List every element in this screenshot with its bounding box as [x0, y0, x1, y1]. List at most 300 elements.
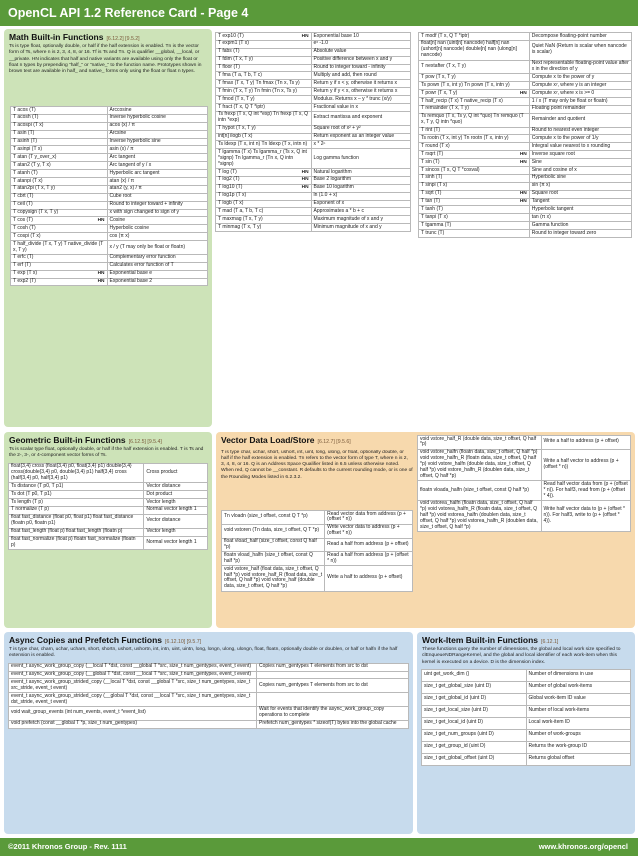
function-prototype: [419, 40, 530, 60]
hn-badge: HN: [519, 191, 527, 197]
function-signature: T half_divide (T x, T y) T native_divide (T x, T y): [13, 240, 104, 253]
hn-badge: HN: [519, 90, 527, 96]
table-row: [11, 193, 208, 201]
function-description: Exponential base 2: [107, 278, 207, 286]
function-signature: T cosh (T): [13, 224, 36, 231]
function-description: Vector length: [144, 499, 208, 507]
function-signature: T copysign (T x, T y): [13, 209, 59, 216]
table-row: [11, 138, 208, 146]
function-description: Write a half to address (p + offset): [325, 566, 413, 592]
function-signature: T atan2pi (T x, T y): [13, 185, 55, 192]
table-row: [9, 663, 409, 671]
function-prototype: [9, 499, 144, 507]
function-signature: float fast_distance (float p0, float p1) float fast_distance (floatn p0, floatn p1): [11, 514, 134, 527]
table-row: [216, 88, 411, 96]
function-prototype: [11, 278, 108, 286]
function-description: Next representable floating-point value after x in the direction of y: [529, 60, 631, 74]
function-prototype: [11, 122, 108, 130]
function-description: Natural logarithm: [311, 169, 410, 177]
function-description: Approximates a * b + c: [311, 208, 410, 216]
table-row: [419, 82, 632, 90]
function-signature: T acosh (T): [13, 114, 39, 121]
function-prototype: [222, 552, 325, 566]
vector-ref: [6.12.7] [9.5.6]: [317, 439, 351, 445]
function-prototype: [216, 133, 312, 141]
vector-right: [417, 435, 631, 626]
function-prototype: [422, 717, 527, 729]
table-row: [419, 182, 632, 190]
table-row: [422, 669, 631, 681]
table-row: [216, 208, 411, 216]
function-prototype: [419, 159, 530, 167]
function-description: Number of global work-items: [526, 681, 631, 693]
function-signature: Ts pown (T x, int y) Tn pown (T x, intn y): [421, 81, 510, 88]
table-row: [9, 483, 208, 491]
function-description: Exponential base 10: [311, 33, 410, 41]
table-row: [216, 48, 411, 56]
table-row: [419, 214, 632, 222]
function-signature: T atanh (T): [13, 169, 38, 176]
function-prototype: [216, 40, 312, 48]
function-description: Arcsine: [107, 130, 207, 138]
function-description: Cross product: [144, 463, 208, 483]
function-prototype: [11, 162, 108, 170]
function-signature: T minmag (T x, T y): [218, 223, 262, 230]
function-description: Arccosine: [107, 107, 207, 115]
hn-badge: HN: [519, 199, 527, 205]
function-signature: T log (T): [218, 168, 237, 175]
function-description: atan (x) / π: [107, 178, 207, 186]
table-row: [419, 174, 632, 182]
function-signature: float fast_normalize (float p) floatn fast_normalize (floatn p): [11, 536, 136, 548]
function-prototype: [216, 169, 312, 177]
hn-badge: HN: [97, 217, 105, 223]
table-row: [9, 506, 208, 514]
function-description: Return y if y < x, otherwise it returns x: [311, 88, 410, 96]
table-row: [422, 729, 631, 741]
workitem-intro: These functions query the number of dimensions, the global and local work size specified to clEnqueueNDRangeKernel, and the global and local identifier of each work-item when this kernel is executed on a device. D is the dimension index.: [422, 647, 621, 665]
workitem-table-wrap: [417, 669, 635, 766]
function-description: Round to nearest even integer: [529, 127, 631, 135]
function-signature: float{3,4} cross (float{3,4} p0, float{3,4} p1) double{3,4} cross(double{3,4} p0, double{3,4} p1) half{3,4} cross (half{3,4} p0, half{3,4} p1): [11, 463, 132, 481]
function-signature: T fma (T a, T b, T c): [218, 71, 262, 78]
table-row: [216, 133, 411, 141]
function-description: Read a half from address (p + (offset * n)): [325, 552, 413, 566]
table-row: [216, 176, 411, 184]
table-row: [9, 528, 208, 536]
function-signature: T cbrt (T): [13, 193, 34, 200]
table-row: [11, 154, 208, 162]
function-signature: Ts frexp (T x, Q int *exp) Tn frexp (T x, Q intn *exp): [218, 111, 309, 124]
table-row: [422, 705, 631, 717]
function-description: 1 / x (T may only be float or floatn): [529, 98, 631, 106]
function-description: Sine and cosine of x: [529, 167, 631, 175]
table-row: [216, 64, 411, 72]
function-signature: T erf (T): [13, 262, 31, 269]
function-signature: event_t async_work_group_copy (__local T *dst, const __global T *src, size_t num_gentypes, event_t event): [11, 663, 252, 670]
function-signature: T erfc (T): [13, 254, 34, 261]
table-row: [216, 200, 411, 208]
hn-badge: HN: [97, 279, 105, 285]
function-signature: event_t async_work_group_strided_copy (__local T *dst, const __global T *src, size_t num_gentypes, size_t src_stride, event_t event): [11, 678, 251, 691]
footer-copyright: ©2011 Khronos Group - Rev. 1111: [8, 842, 127, 851]
table-row: [418, 436, 631, 450]
function-description: Absolute value: [311, 48, 410, 56]
function-description: Hyperbolic cosine: [107, 225, 207, 233]
workitem-panel-title: [417, 632, 635, 646]
function-prototype: [11, 209, 108, 217]
function-description: Base 10 logarithm: [311, 184, 410, 192]
async-title-text: Async Copies and Prefetch Functions: [9, 635, 163, 645]
function-description: Inverse hyperbolic sine: [107, 138, 207, 146]
table-row: [11, 233, 208, 241]
function-description: Normal vector length 1: [144, 536, 208, 550]
page-footer: [0, 838, 638, 856]
hn-badge: HN: [301, 169, 309, 175]
table-row: [419, 74, 632, 82]
function-prototype: [9, 720, 257, 728]
function-signature: T fract (T x, Q T *iptr): [218, 103, 265, 110]
function-signature: T sinh (T): [421, 174, 443, 181]
function-prototype: [11, 241, 108, 255]
function-description: Modulus. Returns x – y * trunc (x/y): [311, 96, 410, 104]
table-row: [418, 449, 631, 480]
table-row: [11, 146, 208, 154]
async-table-wrap: [4, 663, 413, 729]
function-prototype: [418, 500, 542, 531]
function-description: Number of work-groups: [526, 729, 631, 741]
function-description: Copies num_gentypes T elements from src to dst: [257, 679, 409, 693]
table-row: [419, 90, 632, 98]
function-prototype: [418, 449, 542, 480]
function-prototype: [419, 174, 530, 182]
async-table: [8, 663, 409, 729]
math-col3: [418, 32, 632, 424]
function-prototype: [418, 436, 542, 450]
function-description: Floating point remainder: [529, 105, 631, 113]
function-prototype: [11, 154, 108, 162]
function-prototype: [11, 114, 108, 122]
function-prototype: [419, 182, 530, 190]
function-description: Read vector data from address (p + (offset * n)): [325, 511, 413, 525]
function-description: Remainder and quotient: [529, 113, 631, 127]
function-signature: void prefetch (const __global T *p, size_t num_gentypes): [11, 720, 138, 727]
table-row: [419, 159, 632, 167]
function-signature: float fast_length (float p) float fast_length (floatn p): [11, 528, 123, 535]
function-signature: T mad (T a, T b, T c): [218, 207, 264, 214]
function-prototype: [9, 679, 257, 693]
table-row: [216, 80, 411, 88]
function-description: Vector distance: [144, 514, 208, 528]
function-signature: T trunc (T): [421, 229, 445, 236]
function-signature: T fmax (T x, T y) Tn fmax (Tn x, Ts y): [218, 79, 300, 86]
function-prototype: [216, 64, 312, 72]
function-signature: float[n] nan (uint[n] nancode) half[n] nan (ushort[n] nancode) double[n] nan (ulong[n] nancode): [421, 40, 517, 59]
function-description: Cosine: [107, 217, 207, 225]
table-row: [216, 141, 411, 149]
vector-left: [221, 510, 413, 626]
function-signature: size_t get_local_id (uint D): [424, 719, 483, 726]
function-prototype: [11, 201, 108, 209]
function-signature: T atan2 (T y, T x): [13, 161, 51, 168]
function-signature: Ts length (T p): [11, 498, 43, 505]
function-signature: T rint (T): [421, 127, 441, 134]
table-row: [11, 270, 208, 278]
function-description: x / y (T may only be float or floatn): [107, 241, 207, 255]
function-signature: T expm1 (T x): [218, 40, 249, 47]
workitem-panel: [417, 632, 635, 834]
function-signature: T atan (T y_over_x): [13, 153, 57, 160]
function-signature: T asinpi (T x): [13, 145, 42, 152]
function-signature: size_t get_global_id (uint D): [424, 695, 486, 702]
function-prototype: [216, 125, 312, 133]
function-prototype: [222, 538, 325, 552]
table-row: [419, 135, 632, 143]
function-signature: T acos (T): [13, 106, 36, 113]
function-description: Arc tangent of y / x: [107, 162, 207, 170]
function-description: Gamma function: [529, 222, 631, 230]
function-signature: void vstorea_halfn (floatn data, size_t offset, Q half *p) void vstorea_halfn_R (floatn data, size_t offset, Q half *p) void vstorea_halfn (doublen data, size_t offset, Q half *p) void vstorea_halfn_R (doublen data, size_t offset, Q half *p): [420, 500, 538, 530]
function-prototype: [418, 481, 542, 501]
function-description: Return exponent as an integer value: [311, 133, 410, 141]
function-description: Returns global offset: [526, 753, 631, 765]
function-prototype: [9, 491, 144, 499]
function-signature: T powr (T x, T y): [421, 89, 458, 96]
function-prototype: [11, 270, 108, 278]
function-prototype: [11, 146, 108, 154]
function-prototype: [216, 80, 312, 88]
table-row: [9, 720, 409, 728]
function-description: Number of dimensions in use: [526, 669, 631, 681]
function-description: Number of local work-items: [526, 705, 631, 717]
function-signature: T exp2 (T): [13, 278, 36, 285]
function-description: Fractional value in x: [311, 104, 410, 112]
table-row: [222, 566, 413, 592]
math-ref: [6.12.2] [9.5.2]: [106, 36, 140, 42]
function-prototype: [419, 33, 530, 41]
table-row: [419, 60, 632, 74]
function-description: Sine: [529, 159, 631, 167]
function-signature: void vstoren (Tn data, size_t offset, Q T *p): [224, 527, 320, 534]
function-prototype: [216, 72, 312, 80]
function-prototype: [11, 185, 108, 193]
function-description: acos (x) / π: [107, 122, 207, 130]
function-prototype: [216, 111, 312, 125]
function-prototype: [11, 138, 108, 146]
function-signature: T exp (T x): [13, 270, 37, 277]
function-prototype: [9, 483, 144, 491]
function-prototype: [422, 693, 527, 705]
function-signature: T modf (T x, Q T *iptr): [421, 32, 470, 39]
function-prototype: [11, 130, 108, 138]
table-row: [216, 149, 411, 169]
function-prototype: [422, 753, 527, 765]
function-signature: void wait_group_events (int num_events, event_t *event_list): [11, 709, 146, 716]
function-prototype: [222, 511, 325, 525]
function-signature: size_t get_global_size (uint D): [424, 683, 491, 690]
function-signature: T log2 (T): [218, 176, 240, 183]
function-signature: T fdim (T x, T y): [218, 56, 253, 63]
function-signature: void vstore_halfn (floatn data, size_t offset, Q half *p) void vstore_halfn_R (floatn data, size_t offset, Q half *p) void vstore_halfn (double data, size_t offset, Q half *p) void vstore_halfn_R (doublen data, size_t offset, Q half *p): [420, 449, 538, 479]
function-prototype: [419, 143, 530, 151]
function-description: atan2 (y, x) / π: [107, 185, 207, 193]
table-row: [11, 130, 208, 138]
function-description: Write vector data to address (p + (offset * n)): [325, 524, 413, 538]
function-prototype: [222, 566, 325, 592]
vector-intro-block: [221, 450, 413, 508]
table-row: [9, 679, 409, 693]
function-prototype: [216, 96, 312, 104]
function-prototype: [419, 167, 530, 175]
page-header: [0, 0, 638, 26]
table-row: [419, 98, 632, 106]
table-row: [422, 753, 631, 765]
function-prototype: [11, 170, 108, 178]
table-row: [422, 741, 631, 753]
function-prototype: [419, 230, 530, 238]
function-prototype: [419, 151, 530, 159]
function-description: [257, 693, 409, 707]
vector-title-text: Vector Data Load/Store: [221, 435, 315, 445]
function-prototype: [216, 149, 312, 169]
table-row: [216, 33, 411, 41]
table-row: [419, 33, 632, 41]
function-description: Hyperbolic tangent: [529, 206, 631, 214]
function-description: cos (π x): [107, 233, 207, 241]
math-table-3: [418, 32, 632, 238]
hn-badge: HN: [301, 33, 309, 39]
function-prototype: [216, 176, 312, 184]
function-signature: uint get_work_dim (): [424, 671, 470, 678]
function-signature: Ts rootn (T x, int y) Tn rootn (T x, intn y): [421, 134, 509, 141]
function-prototype: [9, 693, 257, 707]
geometric-intro: Ts is scalar type float, optionally double, or half if the half extension is enabled. T is Ts and the 2-, 3-, or 4-component vector forms of Ts.: [9, 447, 204, 459]
function-description: Return y if x < y, otherwise it returns x: [311, 80, 410, 88]
function-signature: T normalize (T p): [11, 506, 49, 513]
function-prototype: [419, 74, 530, 82]
function-signature: T fabs (T): [218, 48, 240, 55]
function-prototype: [216, 141, 312, 149]
function-description: sin (π x): [529, 182, 631, 190]
function-signature: T log1p (T x): [218, 192, 247, 199]
function-signature: T cospi (T x): [13, 232, 41, 239]
function-prototype: [419, 190, 530, 198]
function-prototype: [216, 48, 312, 56]
table-row: [11, 178, 208, 186]
function-signature: T sin (T): [421, 158, 440, 165]
vector-table-right: [417, 435, 631, 532]
function-description: Prefetch num_gentypes * sizeof(T) bytes into the global cache: [257, 720, 409, 728]
function-prototype: [419, 113, 530, 127]
function-signature: T asin (T): [13, 130, 35, 137]
math-col1: [10, 106, 208, 424]
vector-intro: T is type char, uchar, short, ushort, int, uint, long, ulong, or float, optionally double, or half if the half extension is enabled. Tn refers to the vector form of type T, where n is 2, 3, 4, 8, or 16. Q is an Address Space Qualifier listed in 6.5 unless otherwise noted. When red, Q cannot be __constant. R defaults to the current rounding mode, or is one of the Rounding Modes listed in 6.2.3.2.: [221, 450, 413, 480]
function-description: Read a half from address (p + offset): [325, 538, 413, 552]
table-row: [222, 511, 413, 525]
function-signature: Ts dot (T p0, T p1): [11, 490, 52, 497]
function-signature: void vstore_half_R (double data, size_t offset, Q half *p): [420, 435, 537, 448]
table-row: [9, 514, 208, 528]
geometric-title-text: Geometric Built-in Functions: [9, 435, 126, 445]
table-row: [11, 262, 208, 270]
workitem-table: [421, 669, 631, 766]
function-prototype: [9, 528, 144, 536]
hn-badge: HN: [301, 185, 309, 191]
table-row: [422, 717, 631, 729]
function-description: Compute x to the power of y: [529, 74, 631, 82]
function-prototype: [419, 127, 530, 135]
function-description: Square root of x² + y²: [311, 125, 410, 133]
table-row: [419, 151, 632, 159]
function-signature: T atanpi (T x): [13, 177, 43, 184]
table-row: [422, 681, 631, 693]
math-col2: [215, 32, 411, 424]
table-row: [11, 114, 208, 122]
footer-url: www.khronos.org/opencl: [538, 842, 628, 851]
function-prototype: [216, 208, 312, 216]
table-row: [11, 278, 208, 286]
table-row: [419, 190, 632, 198]
function-prototype: [9, 536, 144, 550]
function-prototype: [11, 178, 108, 186]
function-prototype: [9, 506, 144, 514]
function-description: Local work-item ID: [526, 717, 631, 729]
function-description: ln (1.0 + x): [311, 192, 410, 200]
function-description: Exponent of x: [311, 200, 410, 208]
function-description: Calculates error function of T: [107, 262, 207, 270]
table-row: [216, 125, 411, 133]
function-signature: T hypot (T x, T y): [218, 125, 256, 132]
function-signature: T remainder (T x, T y): [421, 105, 469, 112]
function-signature: T sqrt (T): [421, 190, 442, 197]
function-prototype: [419, 222, 530, 230]
table-row: [9, 693, 409, 707]
function-signature: Tn vloadn (size_t offset, const Q T *p): [224, 513, 308, 520]
table-row: [9, 671, 409, 679]
table-row: [216, 56, 411, 64]
function-description: Dot product: [144, 491, 208, 499]
vector-table-left: [221, 510, 413, 592]
geometric-table: [8, 463, 208, 551]
function-description: Wait for events that identify the async_work_group_copy operations to complete: [257, 706, 409, 720]
function-prototype: [419, 60, 530, 74]
function-prototype: [222, 524, 325, 538]
function-signature: T half_recip (T x) T native_recip (T x): [421, 97, 503, 104]
function-description: Extract mantissa and exponent: [311, 111, 410, 125]
function-signature: Ts remquo (T x, Ts y, Q int *quo) Tn remquo (T x, T y, Q intn *quo): [421, 113, 524, 126]
function-prototype: [422, 705, 527, 717]
hn-badge: HN: [519, 159, 527, 165]
table-row: [419, 167, 632, 175]
function-prototype: [11, 225, 108, 233]
table-row: [419, 40, 632, 60]
table-row: [216, 224, 411, 232]
function-description: Write a half to address (p + offset): [541, 436, 630, 450]
function-signature: T logb (T x): [218, 200, 244, 207]
table-row: [216, 40, 411, 48]
geometric-panel: [4, 432, 212, 628]
function-signature: void vstore_half (float data, size_t offset, Q half *p) void vstore_half_R (float data, size_t offset, Q half *p) void vstore_half (double data, size_t offset, Q half *p): [224, 565, 323, 590]
async-intro: T is type char, charn, uchar, ucharn, short, shortn, ushort, ushortn, int, intn, uint, uintn, long, longn, ulong, ulongn, float, floatn, optionally double or doublen, or half or halfn if the half extension is enabled.: [9, 647, 398, 659]
table-row: [9, 499, 208, 507]
function-description: Log gamma function: [311, 149, 410, 169]
table-row: [419, 127, 632, 135]
geometric-ref: [6.12.5] [9.5.4]: [128, 439, 162, 445]
function-prototype: [419, 135, 530, 143]
function-description: Round to integer toward zero: [529, 230, 631, 238]
table-row: [216, 169, 411, 177]
table-row: [216, 72, 411, 80]
